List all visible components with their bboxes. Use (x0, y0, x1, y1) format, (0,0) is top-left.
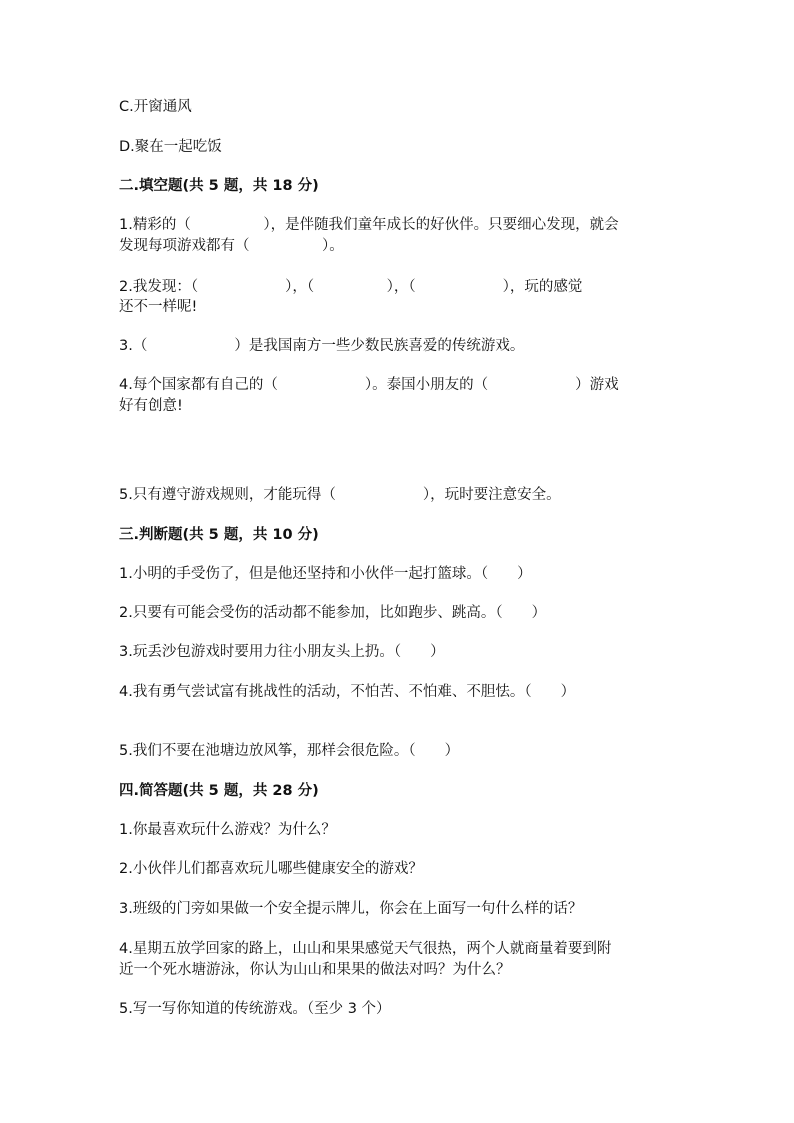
short-answer-question-4-line-1: 4.星期五放学回家的路上，山山和果果感觉天气很热，两个人就商量着要到附 (119, 941, 612, 957)
short-answer-question-1: 1.你最喜欢玩什么游戏？为什么？ (119, 822, 336, 838)
fill-blank-question-4-line-2: 好有创意! (119, 398, 183, 414)
true-false-question-3: 3.玩丢沙包游戏时要用力往小朋友头上扔。（ ） (119, 644, 445, 660)
short-answer-question-3: 3.班级的门旁如果做一个安全提示牌儿，你会在上面写一句什么样的话？ (119, 901, 583, 917)
fill-blank-question-2-line-2: 还不一样呢! (119, 299, 198, 315)
option-c: C.开窗通风 (119, 99, 192, 115)
fill-blank-question-5: 5.只有遵守游戏规则，才能玩得（ ），玩时要注意安全。 (119, 487, 561, 503)
true-false-question-4: 4.我有勇气尝试富有挑战性的活动，不怕苦、不怕难、不胆怯。（ ） (119, 684, 576, 700)
short-answer-question-5: 5.写一写你知道的传统游戏。（至少 3 个） (119, 1001, 391, 1017)
option-d: D.聚在一起吃饭 (119, 139, 222, 155)
fill-blank-question-3: 3.（ ）是我国南方一些少数民族喜爱的传统游戏。 (119, 338, 525, 354)
fill-blank-question-4-line-1: 4.每个国家都有自己的（ ）。泰国小朋友的（ ）游戏 (119, 377, 619, 393)
section-heading-fill-blank: 二.填空题(共 5 题，共 18 分) (119, 178, 319, 194)
fill-blank-question-2-line-1: 2.我发现：（ ），（ ），（ ），玩的感觉 (119, 279, 583, 295)
true-false-question-5: 5.我们不要在池塘边放风筝，那样会很危险。（ ） (119, 743, 460, 759)
section-heading-true-false: 三.判断题(共 5 题，共 10 分) (119, 527, 319, 543)
true-false-question-2: 2.只要有可能会受伤的活动都不能参加，比如跑步、跳高。（ ） (119, 605, 547, 621)
fill-blank-question-1-line-1: 1.精彩的（ ），是伴随我们童年成长的好伙伴。只要细心发现，就会 (119, 217, 619, 233)
fill-blank-question-1-line-2: 发现每项游戏都有（ ）。 (119, 238, 344, 254)
section-heading-short-answer: 四.简答题(共 5 题，共 28 分) (119, 783, 319, 799)
short-answer-question-4-line-2: 近一个死水塘游泳，你认为山山和果果的做法对吗？为什么？ (119, 962, 511, 978)
true-false-question-1: 1.小明的手受伤了，但是他还坚持和小伙伴一起打篮球。（ ） (119, 566, 532, 582)
short-answer-question-2: 2.小伙伴儿们都喜欢玩儿哪些健康安全的游戏？ (119, 861, 423, 877)
